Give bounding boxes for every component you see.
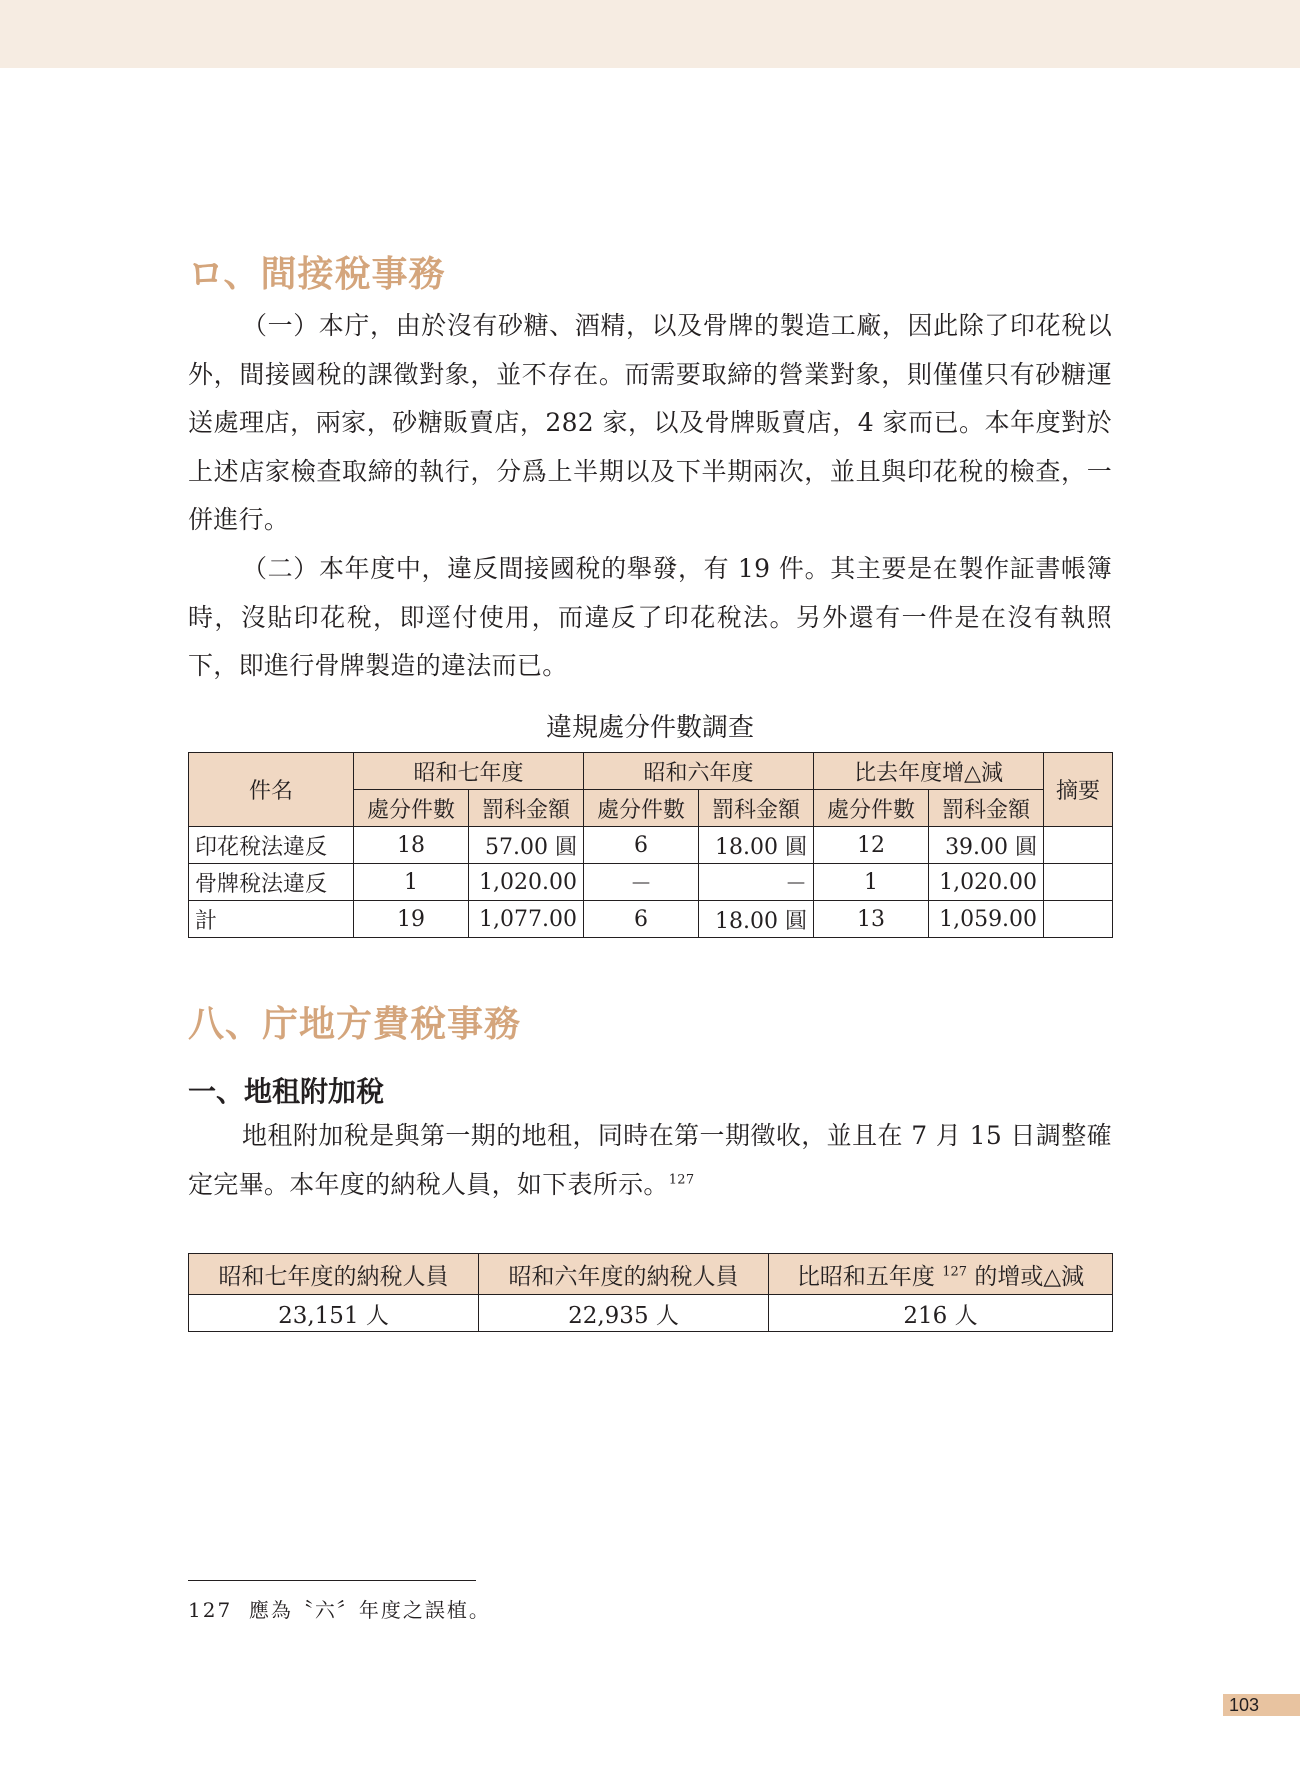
subheader-cases: 處分件數 (354, 790, 469, 827)
table-row (189, 864, 1113, 901)
header-diff-taxpayers (769, 1254, 1113, 1295)
col-header-remarks: 摘要 (1044, 753, 1113, 827)
footnote-ref: 127 (668, 1172, 695, 1188)
paragraph-land-tax-text: 地租附加稅是與第一期的地租，同時在第一期徵收，並且在 7 月 15 日調整確定完畢。本年度的納稅人員，如下表所示。 (188, 1121, 1112, 1199)
cell-amount-diff: 39.00 圓 (929, 827, 1044, 864)
subheading-land-tax: 一、地租附加稅 (188, 1075, 385, 1108)
cell-cases-diff: 13 (814, 901, 929, 938)
taxpayer-table (188, 1253, 1113, 1332)
footnote-divider (188, 1580, 476, 1581)
cell-remarks (1044, 901, 1113, 938)
col-header-showa7: 昭和七年度 (354, 753, 584, 790)
table-row (189, 901, 1113, 938)
table-row (189, 827, 1113, 864)
cell-amount-showa7: 1,077.00 (469, 901, 584, 938)
table-caption: 違規處分件數調查 (545, 713, 754, 743)
cell-cases-showa6: 6 (584, 901, 699, 938)
value-showa7-taxpayers: 23,151 人 (189, 1295, 479, 1332)
section-heading-indirect-tax: ロ、間接稅事務 (188, 254, 446, 295)
value-diff-taxpayers: 216 人 (769, 1295, 1113, 1332)
paragraph-indirect-2: （二）本年度中，違反間接國稅的舉發，有 19 件。其主要是在製作証書帳簿時，沒貼印花稅，即逕付使用，而違反了印花稅法。另外還有一件是在沒有執照下，即進行骨牌製造的違法而已。 (188, 554, 1112, 680)
cell-cases-showa7: 1 (354, 864, 469, 901)
subheader-cases: 處分件數 (814, 790, 929, 827)
cell-amount-showa6: 18.00 圓 (699, 827, 814, 864)
cell-amount-showa6: 18.00 圓 (699, 901, 814, 938)
table-header-row (189, 1254, 1113, 1295)
col-header-name: 件名 (189, 753, 354, 827)
table-header-row (189, 753, 1113, 790)
cell-amount-diff: 1,059.00 (929, 901, 1044, 938)
cell-cases-showa7: 19 (354, 901, 469, 938)
page-number: 103 (1223, 1694, 1300, 1716)
row-name: 印花稅法違反 (189, 827, 354, 864)
cell-remarks (1044, 827, 1113, 864)
row-name: 骨牌稅法違反 (189, 864, 354, 901)
header-diff-text-after: 的增或△減 (974, 1263, 1085, 1290)
row-name: 計 (189, 901, 354, 938)
cell-amount-diff: 1,020.00 (929, 864, 1044, 901)
paragraph-land-tax (188, 1112, 1112, 1209)
cell-cases-diff: 12 (814, 827, 929, 864)
violations-table (188, 752, 1113, 938)
table-row (189, 1295, 1113, 1332)
footnote-ref: 127 (942, 1263, 968, 1279)
header-showa7-taxpayers: 昭和七年度的納稅人員 (189, 1254, 479, 1295)
footnote-text: 應為〝六〞年度之誤植。 (248, 1598, 491, 1622)
cell-amount-showa6: － (699, 864, 814, 901)
footnote (188, 1594, 491, 1623)
paragraph-indirect-1: （一）本庁，由於沒有砂糖、酒精，以及骨牌的製造工廠，因此除了印花稅以外，間接國稅的課徵對象，並不存在。而需要取締的營業對象，則僅僅只有砂糖運送處理店，兩家，砂糖販賣店，282 家，以及骨牌販賣店，4 家而已。本年度對於上述店家檢查取締的執行，分爲上半期以及下半期兩次，並且與印花稅的檢查，一併進行。 (188, 311, 1112, 534)
cell-cases-showa6: － (584, 864, 699, 901)
header-showa6-taxpayers: 昭和六年度的納稅人員 (479, 1254, 769, 1295)
col-header-diff: 比去年度增△減 (814, 753, 1044, 790)
cell-amount-showa7: 1,020.00 (469, 864, 584, 901)
cell-cases-diff: 1 (814, 864, 929, 901)
value-showa6-taxpayers: 22,935 人 (479, 1295, 769, 1332)
col-header-showa6: 昭和六年度 (584, 753, 814, 790)
footnote-number: 127 (188, 1598, 233, 1622)
cell-cases-showa6: 6 (584, 827, 699, 864)
section-heading-local-tax: 八、庁地方費稅事務 (188, 1004, 522, 1045)
cell-amount-showa7: 57.00 圓 (469, 827, 584, 864)
header-diff-text-before: 比昭和五年度 (796, 1263, 935, 1290)
cell-remarks (1044, 864, 1113, 901)
top-header-band (0, 0, 1300, 68)
subheader-amount: 罰科金額 (929, 790, 1044, 827)
subheader-amount: 罰科金額 (699, 790, 814, 827)
cell-cases-showa7: 18 (354, 827, 469, 864)
subheader-amount: 罰科金額 (469, 790, 584, 827)
subheader-cases: 處分件數 (584, 790, 699, 827)
